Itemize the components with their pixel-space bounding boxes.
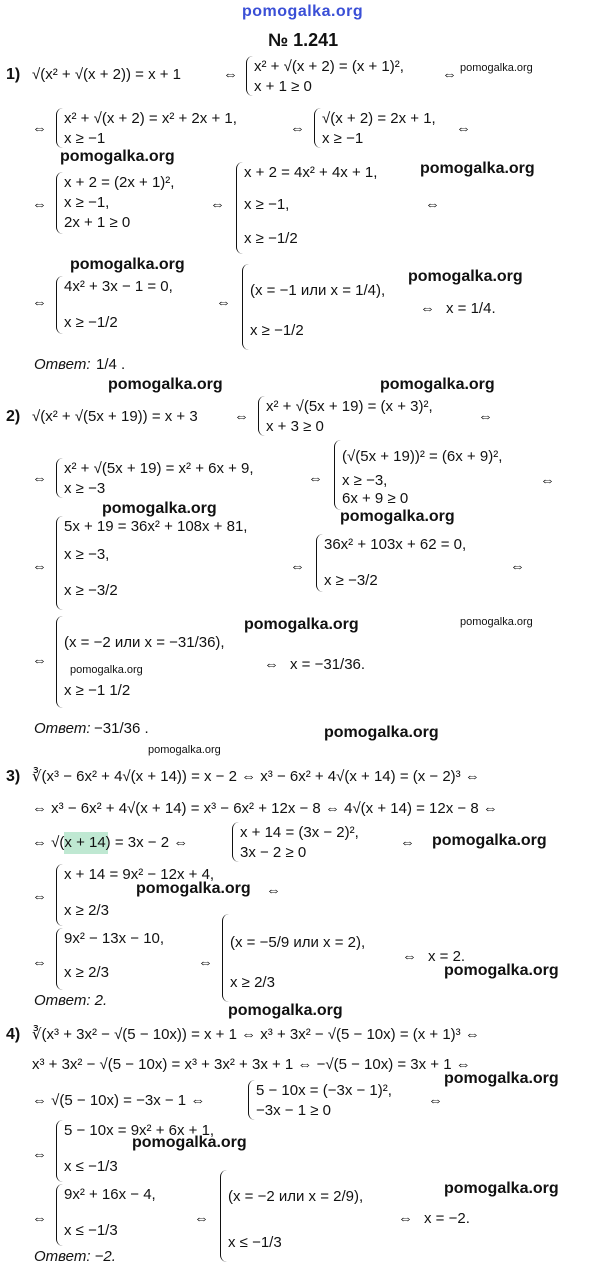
system-row: 3x − 2 ≥ 0 <box>240 844 307 861</box>
system-brace <box>248 1080 255 1120</box>
watermark: pomogalka.org <box>444 1070 559 1087</box>
system-row: 5 − 10x = (−3x − 1)², <box>256 1082 392 1099</box>
system-brace <box>222 914 229 1002</box>
system-row: x + 2 = (2x + 1)², <box>64 174 175 191</box>
system-brace <box>246 56 253 96</box>
system-row: x ≥ 2/3 <box>230 974 275 991</box>
system-row: x + 2 = 4x² + 4x + 1, <box>244 164 378 181</box>
system-brace <box>56 172 63 234</box>
system-row: x² + √(5x + 19) = (x + 3)², <box>266 398 433 415</box>
system-row: x² + √(x + 2) = x² + 2x + 1, <box>64 110 237 127</box>
watermark: pomogalka.org <box>136 880 251 897</box>
equivalence-arrow: ⇔ <box>402 948 417 965</box>
watermark: pomogalka.org <box>444 1180 559 1197</box>
equivalence-arrow: ⇔ <box>264 656 279 673</box>
answer-label: Ответ: <box>34 356 91 373</box>
equivalence-arrow: ⇔ <box>194 1210 209 1227</box>
system-brace <box>56 1120 63 1182</box>
system-row: (√(5x + 19))² = (6x + 9)², <box>342 448 503 465</box>
system-row: 2x + 1 ≥ 0 <box>64 214 131 231</box>
system-brace <box>334 440 341 510</box>
equivalence-arrow: ⇔ <box>234 408 249 425</box>
result: x = 2. <box>428 948 466 965</box>
system-row: x + 3 ≥ 0 <box>266 418 324 435</box>
system-brace <box>56 1184 63 1246</box>
problem-label-2: 2) <box>6 408 21 425</box>
system-row: x + 1 ≥ 0 <box>254 78 312 95</box>
equation-3-line-3: ⇔ √(x + 14) = 3x − 2 ⇔ <box>32 834 189 851</box>
system-row: x ≥ −1/2 <box>64 314 118 331</box>
system-row: x² + √(5x + 19) = x² + 6x + 9, <box>64 460 254 477</box>
system-row: x ≥ −3/2 <box>324 572 378 589</box>
watermark: pomogalka.org <box>244 616 359 633</box>
watermark: pomogalka.org <box>432 832 547 849</box>
answer: Ответ: 2. <box>34 992 108 1009</box>
system-brace <box>56 108 63 148</box>
equivalence-arrow: ⇔ <box>442 66 457 83</box>
system-brace <box>56 276 63 334</box>
equivalence-arrow: ⇔ <box>32 470 47 487</box>
system-row: x ≥ −1 1/2 <box>64 682 131 699</box>
site-link[interactable]: pomogalka.org <box>242 3 364 20</box>
equivalence-arrow: ⇔ <box>540 472 555 489</box>
problem-label-1: 1) <box>6 66 21 83</box>
system-row: x ≥ −3, <box>64 546 110 563</box>
watermark: pomogalka.org <box>460 616 533 628</box>
system-row: x ≥ −3/2 <box>64 582 118 599</box>
system-brace <box>56 516 63 610</box>
watermark: pomogalka.org <box>108 376 223 393</box>
system-row: x ≥ −1, <box>64 194 110 211</box>
system-row: x ≥ −3, <box>342 472 388 489</box>
watermark: pomogalka.org <box>324 724 439 741</box>
equivalence-arrow: ⇔ <box>32 1146 47 1163</box>
equivalence-arrow: ⇔ <box>400 834 415 851</box>
system-row: 6x + 9 ≥ 0 <box>342 490 409 507</box>
watermark: pomogalka.org <box>60 148 175 165</box>
equivalence-arrow: ⇔ <box>32 558 47 575</box>
system-row: x ≥ −1/2 <box>250 322 304 339</box>
watermark: pomogalka.org <box>380 376 495 393</box>
watermark: pomogalka.org <box>70 664 143 676</box>
system-row: x ≥ −1 <box>64 130 106 147</box>
equivalence-arrow: ⇔ <box>216 294 231 311</box>
system-row: 5 − 10x = 9x² + 6x + 1, <box>64 1122 215 1139</box>
system-row: x ≤ −1/3 <box>228 1234 282 1251</box>
watermark: pomogalka.org <box>102 500 217 517</box>
system-brace <box>242 264 249 350</box>
system-row: √(x + 2) = 2x + 1, <box>322 110 436 127</box>
watermark: pomogalka.org <box>132 1134 247 1151</box>
system-row: (x = −2 или x = 2/9), <box>228 1188 364 1205</box>
equivalence-arrow: ⇔ <box>32 294 47 311</box>
result: x = 1/4. <box>446 300 496 317</box>
equivalence-arrow: ⇔ <box>398 1210 413 1227</box>
system-row: x + 14 = 9x² − 12x + 4, <box>64 866 215 883</box>
problem-label-3: 3) <box>6 768 21 785</box>
system-brace <box>232 822 239 862</box>
system-row: x ≥ −1 <box>322 130 364 147</box>
equivalence-arrow: ⇔ <box>290 120 305 137</box>
system-row: x ≤ −1/3 <box>64 1158 118 1175</box>
system-row: x ≤ −1/3 <box>64 1222 118 1239</box>
equation-4-line-1: ∛(x³ + 3x² − √(5 − 10x)) = x + 1 ⇔ x³ + 3x² − √(5 − 10x) = (x + 1)³ ⇔ <box>32 1026 480 1043</box>
equivalence-arrow: ⇔ <box>32 954 47 971</box>
equivalence-arrow: ⇔ <box>425 196 440 213</box>
system-brace <box>314 108 321 148</box>
system-row: x² + √(x + 2) = (x + 1)², <box>254 58 404 75</box>
result: x = −2. <box>424 1210 470 1227</box>
answer-label: Ответ: <box>34 720 91 737</box>
answer: Ответ: −2. <box>34 1248 116 1265</box>
equivalence-arrow: ⇔ <box>456 120 471 137</box>
watermark: pomogalka.org <box>148 744 221 756</box>
system-row: (x = −1 или x = 1/4), <box>250 282 386 299</box>
system-brace <box>56 928 63 990</box>
equation-4-line-2: x³ + 3x² − √(5 − 10x) = x³ + 3x² + 3x + 1 ⇔ −√(5 − 10x) = 3x + 1 ⇔ <box>32 1056 471 1073</box>
system-brace <box>56 458 63 498</box>
equivalence-arrow: ⇔ <box>290 558 305 575</box>
equivalence-arrow: ⇔ <box>510 558 525 575</box>
system-row: x ≥ 2/3 <box>64 964 109 981</box>
equivalence-arrow: ⇔ <box>32 888 47 905</box>
equivalence-arrow: ⇔ <box>198 954 213 971</box>
equivalence-arrow: ⇔ <box>478 408 493 425</box>
equivalence-arrow: ⇔ <box>428 1092 443 1109</box>
system-row: (x = −5/9 или x = 2), <box>230 934 366 951</box>
result: x = −31/36. <box>290 656 366 673</box>
system-row: x ≥ −1/2 <box>244 230 298 247</box>
system-row: 5x + 19 = 36x² + 108x + 81, <box>64 518 248 535</box>
system-row: x ≥ −3 <box>64 480 106 497</box>
system-row: x ≥ −1, <box>244 196 290 213</box>
equivalence-arrow: ⇔ <box>32 1210 47 1227</box>
problem-label-4: 4) <box>6 1026 21 1043</box>
equation-3-line-2: ⇔ x³ − 6x² + 4√(x + 14) = x³ − 6x² + 12x − 8 ⇔ 4√(x + 14) = 12x − 8 ⇔ <box>32 800 498 817</box>
equation-4-line-3: ⇔ √(5 − 10x) = −3x − 1 ⇔ <box>32 1092 206 1109</box>
equivalence-arrow: ⇔ <box>32 652 47 669</box>
equation-2: √(x² + √(5x + 19)) = x + 3 <box>32 408 198 425</box>
system-brace <box>220 1170 227 1262</box>
equation-1: √(x² + √(x + 2)) = x + 1 <box>32 66 182 83</box>
watermark: pomogalka.org <box>70 256 185 273</box>
system-brace <box>258 396 265 436</box>
answer-value: 1/4 . <box>96 356 126 373</box>
equivalence-arrow: ⇔ <box>210 196 225 213</box>
problem-number: № 1.241 <box>268 30 339 50</box>
system-brace <box>56 864 63 926</box>
watermark: pomogalka.org <box>444 962 559 979</box>
system-row: −3x − 1 ≥ 0 <box>256 1102 331 1119</box>
system-row: 9x² + 16x − 4, <box>64 1186 156 1203</box>
system-brace <box>56 616 63 708</box>
watermark: pomogalka.org <box>228 1002 343 1019</box>
watermark: pomogalka.org <box>408 268 523 285</box>
answer-value: −31/36 . <box>94 720 149 737</box>
watermark: pomogalka.org <box>340 508 455 525</box>
system-brace <box>316 534 323 592</box>
equivalence-arrow: ⇔ <box>223 66 238 83</box>
equivalence-arrow: ⇔ <box>32 196 47 213</box>
system-row: x + 14 = (3x − 2)², <box>240 824 359 841</box>
system-row: x ≥ 2/3 <box>64 902 109 919</box>
watermark: pomogalka.org <box>460 62 533 74</box>
equivalence-arrow: ⇔ <box>266 882 281 899</box>
watermark: pomogalka.org <box>420 160 535 177</box>
system-row: (x = −2 или x = −31/36), <box>64 634 225 651</box>
equivalence-arrow: ⇔ <box>420 300 435 317</box>
system-row: 4x² + 3x − 1 = 0, <box>64 278 173 295</box>
equivalence-arrow: ⇔ <box>32 120 47 137</box>
equation-3-line-1: ∛(x³ − 6x² + 4√(x + 14)) = x − 2 ⇔ x³ − 6x² + 4√(x + 14) = (x − 2)³ ⇔ <box>32 768 480 785</box>
equivalence-arrow: ⇔ <box>308 470 323 487</box>
system-row: 9x² − 13x − 10, <box>64 930 165 947</box>
system-row: 36x² + 103x + 62 = 0, <box>324 536 467 553</box>
system-brace <box>236 162 243 254</box>
